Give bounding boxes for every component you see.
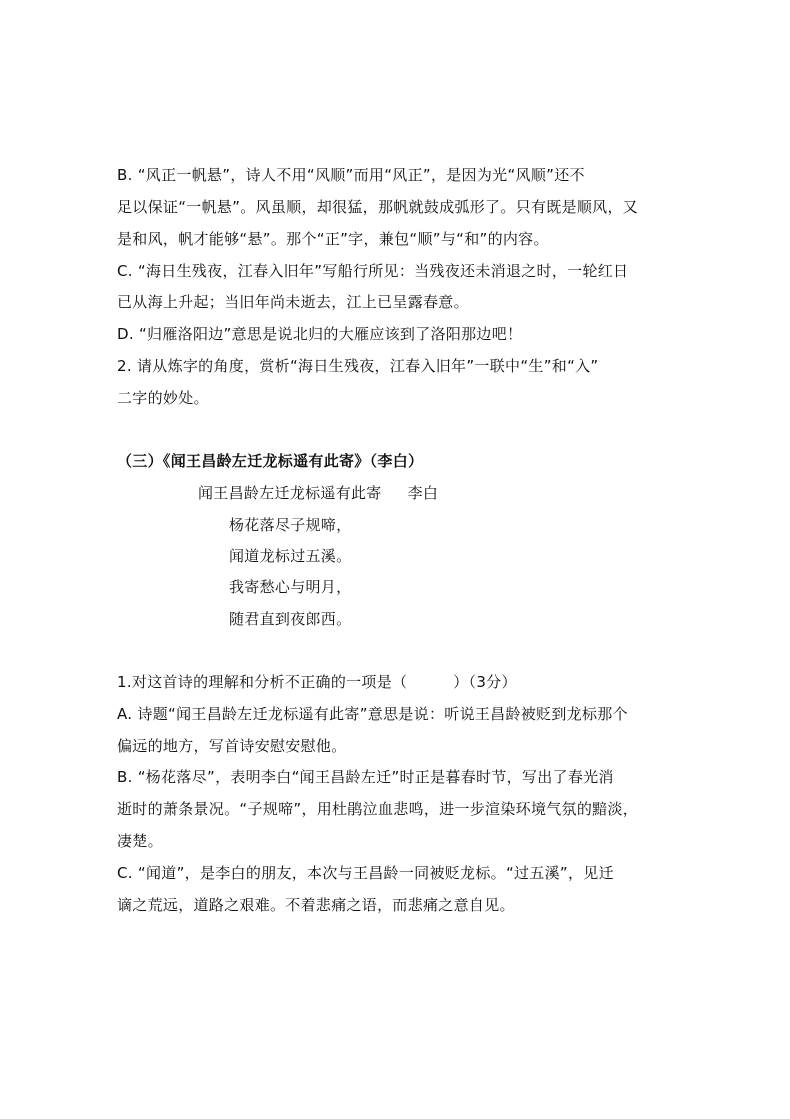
question-1-stem: 1.对这首诗的理解和分析不正确的一项是（ ）（3分）: [117, 673, 517, 691]
option-b-line-3: 凄楚。: [117, 832, 163, 850]
option-a-line-2: 偏远的地方，写首诗安慰安慰他。: [117, 737, 347, 755]
question-2-line-2: 二字的妙处。: [117, 389, 209, 407]
question-2-line-1: 2. 请从炼字的角度，赏析“海日生残夜，江春入旧年”一联中“生”和“入”: [117, 357, 599, 375]
poem-line: 我寄愁心与明月，: [229, 578, 352, 596]
poem-author: 李白: [407, 484, 439, 502]
option-c-line-2: 已从海上升起；当旧年尚未逝去，江上已呈露春意。: [117, 293, 469, 311]
option-b-line-1: B. “风正一帆悬”，诗人不用“风顺”而用“风正”，是因为光“风顺”还不: [117, 166, 585, 184]
option-c-line-2: 谪之荒远，道路之艰难。不着悲痛之语，而悲痛之意自见。: [117, 896, 515, 914]
poem-title-text: 闻王昌龄左迁龙标遥有此寄: [198, 484, 382, 502]
option-d-line: D. “归雁洛阳边”意思是说北归的大雁应该到了洛阳那边吧！: [117, 325, 523, 343]
option-c-line-1: C. “闻道”，是李白的朋友，本次与王昌龄一同被贬龙标。“过五溪”，见迁: [117, 864, 614, 882]
option-b-line-2: 足以保证“一帆悬”。风虽顺，却很猛，那帆就鼓成弧形了。只有既是顺风，又: [117, 198, 639, 216]
option-b-line-2: 逝时的萧条景况。“子规啼”，用杜鹃泣血悲鸣，进一步渲染环境气氛的黯淡，: [117, 800, 639, 818]
poem-line: 随君直到夜郎西。: [229, 610, 352, 628]
poem-line: 杨花落尽子规啼，: [229, 516, 352, 534]
poem-title: [198, 483, 438, 503]
option-a-line-1: A. 诗题“闻王昌龄左迁龙标遥有此寄”意思是说：听说王昌龄被贬到龙标那个: [117, 705, 628, 723]
section-three-heading: （三）《闻王昌龄左迁龙标遥有此寄》（李白）: [117, 452, 424, 470]
option-b-line-1: B. “杨花落尽”，表明李白“闻王昌龄左迁”时正是暮春时节，写出了春光消: [117, 768, 614, 786]
option-b-line-3: 是和风，帆才能够“悬”。那个“正”字，兼包“顺”与“和”的内容。: [117, 230, 549, 248]
poem-line: 闻道龙标过五溪。: [229, 547, 352, 565]
option-c-line-1: C. “海日生残夜，江春入旧年”写船行所见：当残夜还未消退之时，一轮红日: [117, 262, 629, 280]
